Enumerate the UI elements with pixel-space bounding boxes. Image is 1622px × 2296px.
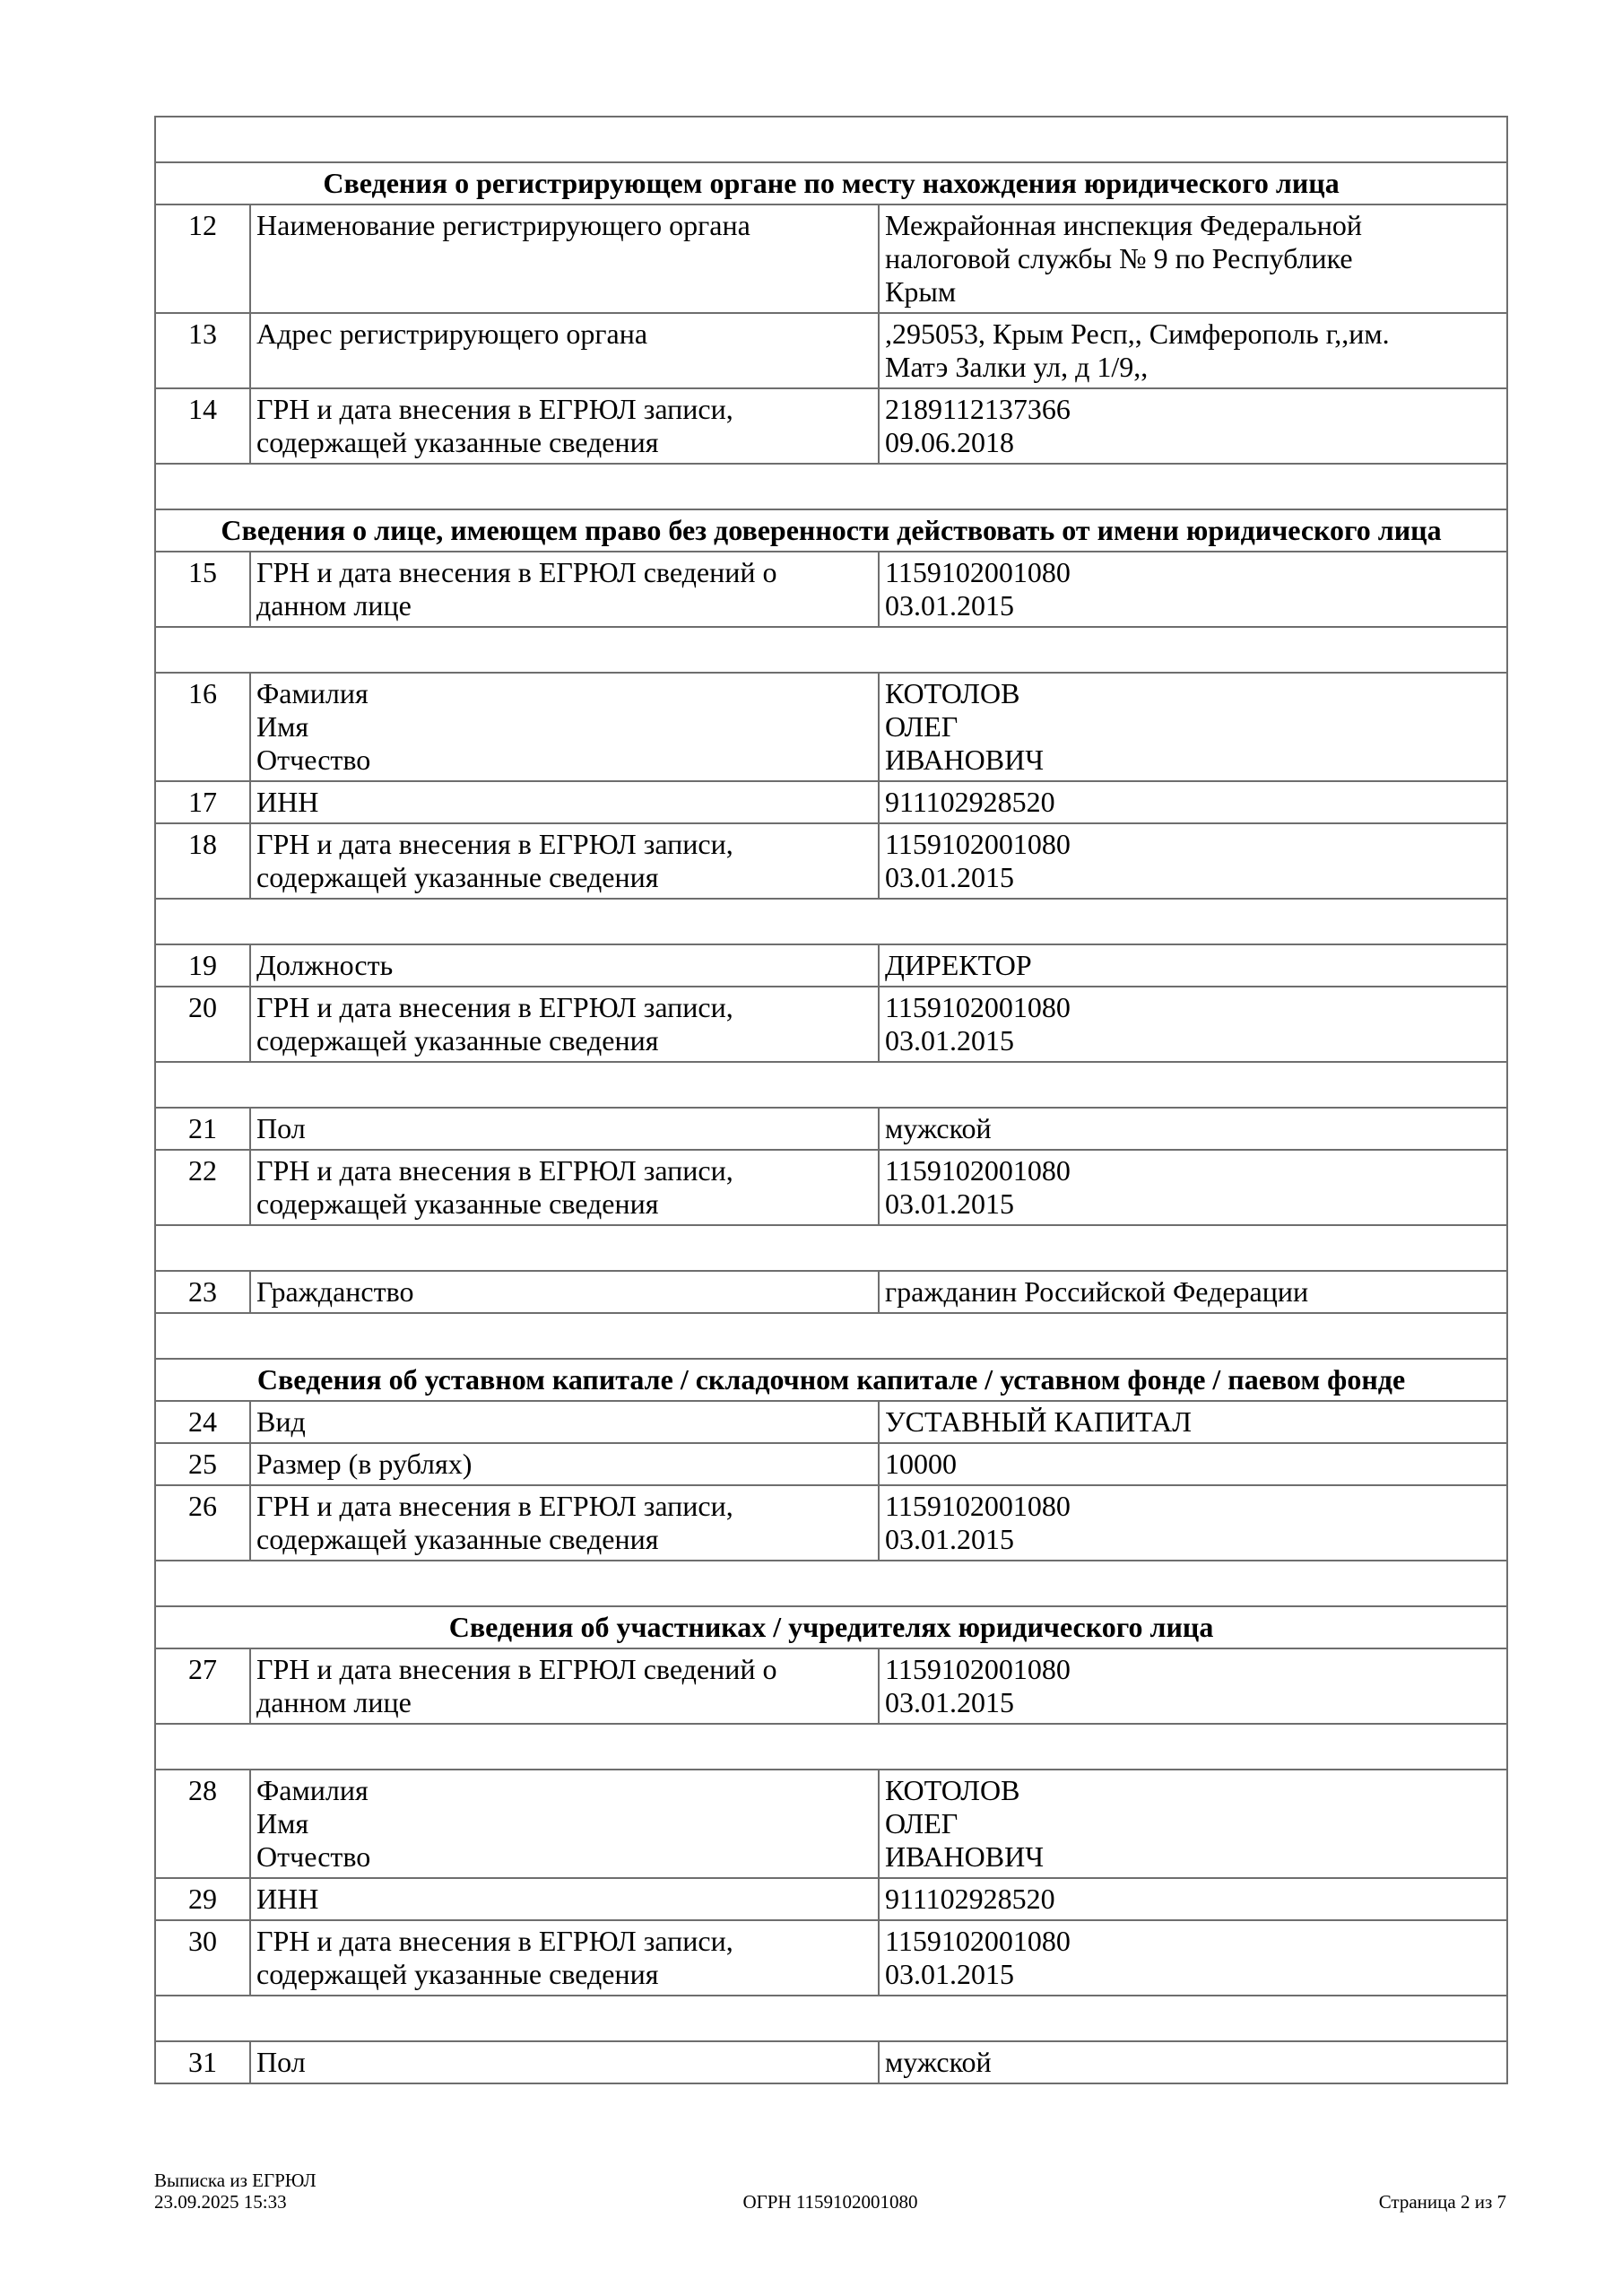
row-number: 29 xyxy=(155,1878,250,1920)
row-label: Пол xyxy=(250,1108,879,1150)
footer-datetime: 23.09.2025 15:33 xyxy=(154,2191,287,2213)
row-label: ГРН и дата внесения в ЕГРЮЛ сведений о данном лице xyxy=(250,552,879,627)
row-number: 15 xyxy=(155,552,250,627)
blank-row xyxy=(155,464,1507,509)
blank-row xyxy=(155,627,1507,673)
row-number: 30 xyxy=(155,1920,250,1996)
section-title-capital: Сведения об уставном капитале / складочном капитале / уставном фонде / паевом фонде xyxy=(155,1359,1507,1401)
table-row xyxy=(155,204,1507,313)
row-number: 23 xyxy=(155,1271,250,1313)
row-label: ИНН xyxy=(250,1878,879,1920)
row-value: 911102928520 xyxy=(879,781,1507,823)
row-label: ГРН и дата внесения в ЕГРЮЛ записи, содержащей указанные сведения xyxy=(250,1920,879,1996)
section-title-registering-authority: Сведения о регистрирующем органе по месту нахождения юридического лица xyxy=(155,162,1507,204)
row-number: 16 xyxy=(155,673,250,781)
section-header-row xyxy=(155,1359,1507,1401)
row-label: ИНН xyxy=(250,781,879,823)
row-value: мужской xyxy=(879,2041,1507,2083)
row-number: 26 xyxy=(155,1485,250,1561)
table-row xyxy=(155,1770,1507,1878)
row-value: ДИРЕКТОР xyxy=(879,944,1507,987)
row-number: 25 xyxy=(155,1443,250,1485)
row-value: КОТОЛОВ ОЛЕГ ИВАНОВИЧ xyxy=(879,673,1507,781)
table-row xyxy=(155,944,1507,987)
row-label: ГРН и дата внесения в ЕГРЮЛ записи, содержащей указанные сведения xyxy=(250,823,879,899)
row-number: 19 xyxy=(155,944,250,987)
section-header-row xyxy=(155,1606,1507,1648)
footer-doc-title: Выписка из ЕГРЮЛ xyxy=(154,2170,317,2191)
table-row xyxy=(155,1485,1507,1561)
blank-row xyxy=(155,1996,1507,2041)
row-value: 1159102001080 03.01.2015 xyxy=(879,1920,1507,1996)
footer-page-number: Страница 2 из 7 xyxy=(1378,2191,1506,2213)
table-row xyxy=(155,313,1507,388)
row-value: 1159102001080 03.01.2015 xyxy=(879,1485,1507,1561)
row-label: Вид xyxy=(250,1401,879,1443)
blank-row xyxy=(155,1313,1507,1359)
blank-row xyxy=(155,1062,1507,1108)
table-row xyxy=(155,781,1507,823)
row-value: 10000 xyxy=(879,1443,1507,1485)
blank-row xyxy=(155,117,1507,162)
row-value: 911102928520 xyxy=(879,1878,1507,1920)
row-value: 1159102001080 03.01.2015 xyxy=(879,552,1507,627)
footer-ogrn: ОГРН 1159102001080 xyxy=(742,2191,918,2213)
row-number: 27 xyxy=(155,1648,250,1724)
table-row xyxy=(155,1920,1507,1996)
row-label: ГРН и дата внесения в ЕГРЮЛ записи, содержащей указанные сведения xyxy=(250,987,879,1062)
row-label: ГРН и дата внесения в ЕГРЮЛ сведений о данном лице xyxy=(250,1648,879,1724)
table-row xyxy=(155,1108,1507,1150)
row-value: ,295053, Крым Респ,, Симферополь г,,им. Матэ Залки ул, д 1/9,, xyxy=(879,313,1507,388)
table-row xyxy=(155,1443,1507,1485)
row-value: гражданин Российской Федерации xyxy=(879,1271,1507,1313)
section-header-row xyxy=(155,162,1507,204)
row-value: 1159102001080 03.01.2015 xyxy=(879,1150,1507,1225)
section-header-row xyxy=(155,509,1507,552)
table-row xyxy=(155,552,1507,627)
row-number: 12 xyxy=(155,204,250,313)
row-label: Наименование регистрирующего органа xyxy=(250,204,879,313)
row-number: 18 xyxy=(155,823,250,899)
row-value: 1159102001080 03.01.2015 xyxy=(879,987,1507,1062)
row-value: 2189112137366 09.06.2018 xyxy=(879,388,1507,464)
table-row xyxy=(155,1878,1507,1920)
row-label: Должность xyxy=(250,944,879,987)
row-value: УСТАВНЫЙ КАПИТАЛ xyxy=(879,1401,1507,1443)
row-number: 22 xyxy=(155,1150,250,1225)
egrul-extract-table xyxy=(154,116,1508,2084)
row-label: Адрес регистрирующего органа xyxy=(250,313,879,388)
table-row xyxy=(155,673,1507,781)
row-label: ГРН и дата внесения в ЕГРЮЛ записи, содержащей указанные сведения xyxy=(250,388,879,464)
row-value: Межрайонная инспекция Федеральной налоговой службы № 9 по Республике Крым xyxy=(879,204,1507,313)
blank-row xyxy=(155,899,1507,944)
row-number: 13 xyxy=(155,313,250,388)
table-row xyxy=(155,1648,1507,1724)
row-value: КОТОЛОВ ОЛЕГ ИВАНОВИЧ xyxy=(879,1770,1507,1878)
row-number: 20 xyxy=(155,987,250,1062)
table-row xyxy=(155,388,1507,464)
row-label: ГРН и дата внесения в ЕГРЮЛ записи, содержащей указанные сведения xyxy=(250,1150,879,1225)
row-number: 28 xyxy=(155,1770,250,1878)
table-row xyxy=(155,1150,1507,1225)
row-number: 17 xyxy=(155,781,250,823)
row-value: мужской xyxy=(879,1108,1507,1150)
table-row xyxy=(155,1271,1507,1313)
section-title-founders: Сведения об участниках / учредителях юридического лица xyxy=(155,1606,1507,1648)
row-label: Гражданство xyxy=(250,1271,879,1313)
row-label: Пол xyxy=(250,2041,879,2083)
table-row xyxy=(155,823,1507,899)
row-label: Фамилия Имя Отчество xyxy=(250,1770,879,1878)
table-row xyxy=(155,1401,1507,1443)
section-title-authorized-person: Сведения о лице, имеющем право без доверенности действовать от имени юридического лица xyxy=(155,509,1507,552)
row-value: 1159102001080 03.01.2015 xyxy=(879,1648,1507,1724)
row-value: 1159102001080 03.01.2015 xyxy=(879,823,1507,899)
table-row xyxy=(155,2041,1507,2083)
row-label: Фамилия Имя Отчество xyxy=(250,673,879,781)
blank-row xyxy=(155,1561,1507,1606)
row-label: Размер (в рублях) xyxy=(250,1443,879,1485)
row-number: 24 xyxy=(155,1401,250,1443)
table-row xyxy=(155,987,1507,1062)
row-number: 14 xyxy=(155,388,250,464)
row-number: 21 xyxy=(155,1108,250,1150)
row-number: 31 xyxy=(155,2041,250,2083)
blank-row xyxy=(155,1225,1507,1271)
blank-row xyxy=(155,1724,1507,1770)
row-label: ГРН и дата внесения в ЕГРЮЛ записи, содержащей указанные сведения xyxy=(250,1485,879,1561)
